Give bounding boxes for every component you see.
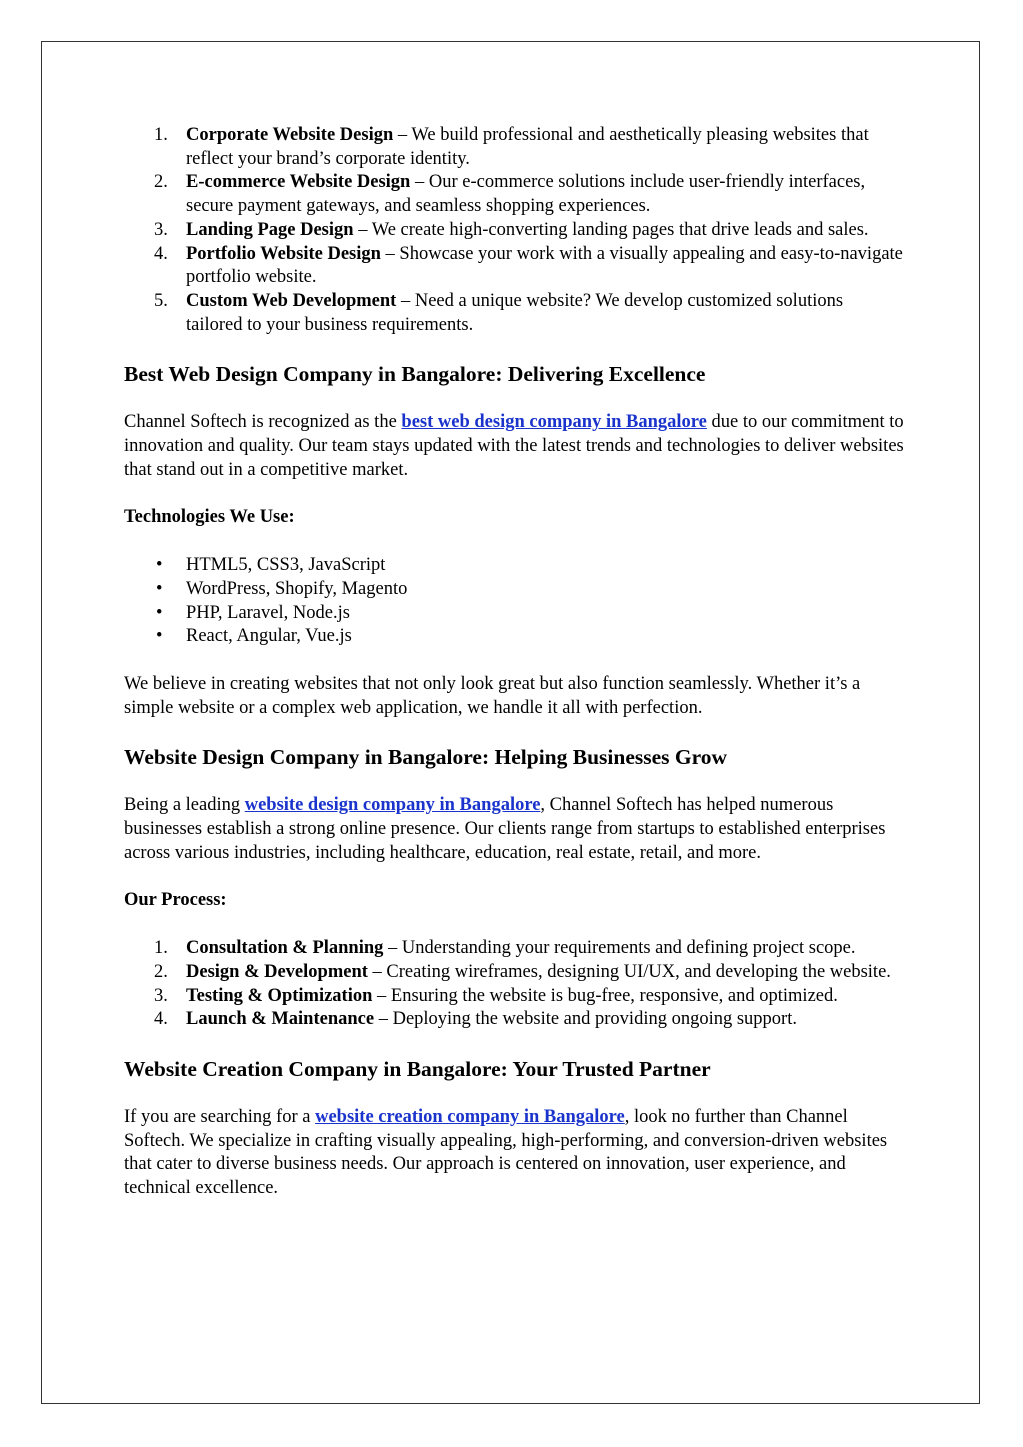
item-title: Testing & Optimization bbox=[186, 985, 373, 1006]
paragraph-text: due to our commitment to innovation and quality. Our team stays updated with the latest trends and technologies to deliver websites that stand out in a competitive market. bbox=[124, 412, 904, 480]
list-item bbox=[124, 243, 904, 290]
paragraph-text: Being a leading bbox=[124, 795, 245, 816]
list-item bbox=[124, 290, 904, 337]
list-number: 4. bbox=[154, 1009, 168, 1030]
closing-paragraph: We believe in creating websites that not only look great but also function seamlessly. Whether it’s a simple website or a complex web application, we handle it all with perfection. bbox=[124, 673, 861, 718]
services-list bbox=[124, 124, 904, 337]
bullet-icon: • bbox=[156, 626, 163, 647]
item-description: – Our e-commerce solutions include user-friendly interfaces, secure payment gateways, and seamless shopping experiences. bbox=[186, 172, 866, 217]
list-item bbox=[124, 961, 904, 985]
list-item bbox=[124, 1008, 904, 1032]
bullet-icon: • bbox=[156, 602, 163, 623]
item-title: Launch & Maintenance bbox=[186, 1009, 375, 1030]
section-paragraph bbox=[124, 411, 904, 482]
list-item bbox=[124, 554, 904, 578]
list-item bbox=[124, 985, 904, 1009]
process-list bbox=[124, 937, 904, 1032]
process-heading: Our Process: bbox=[124, 890, 227, 911]
item-title: Design & Development bbox=[186, 961, 368, 982]
technologies-list bbox=[124, 554, 904, 649]
list-item bbox=[124, 219, 904, 243]
section-heading-website-creation: Website Creation Company in Bangalore: Your Trusted Partner bbox=[124, 1056, 711, 1081]
section-paragraph bbox=[124, 794, 904, 865]
item-description: – Ensuring the website is bug-free, responsive, and optimized. bbox=[372, 985, 838, 1006]
list-item bbox=[124, 625, 904, 649]
item-title: E-commerce Website Design bbox=[186, 172, 411, 193]
list-item bbox=[124, 937, 904, 961]
item-title: Landing Page Design bbox=[186, 219, 354, 240]
list-item bbox=[124, 602, 904, 626]
list-item bbox=[124, 124, 904, 171]
list-item bbox=[124, 578, 904, 602]
section-heading-best-web-design: Best Web Design Company in Bangalore: Delivering Excellence bbox=[124, 362, 706, 387]
item-title: Consultation & Planning bbox=[186, 938, 384, 959]
item-description: – Understanding your requirements and defining project scope. bbox=[383, 938, 856, 959]
paragraph-text: Channel Softech is recognized as the bbox=[124, 412, 402, 433]
item-title: Custom Web Development bbox=[186, 290, 397, 311]
item-description: – We build professional and aesthetically pleasing websites that reflect your brand’s corporate identity. bbox=[186, 125, 869, 169]
section-heading-website-design: Website Design Company in Bangalore: Helping Businesses Grow bbox=[124, 745, 728, 770]
document-content bbox=[124, 124, 904, 1201]
bullet-icon: • bbox=[156, 578, 163, 599]
list-number: 1. bbox=[154, 938, 168, 959]
item-title: Portfolio Website Design bbox=[186, 243, 381, 264]
website-creation-link[interactable]: website creation company in Bangalore bbox=[315, 1106, 625, 1127]
item-description: – Need a unique website? We develop customized solutions tailored to your business requirements. bbox=[186, 290, 844, 335]
list-number: 3. bbox=[154, 219, 168, 240]
item-description: – We create high-converting landing pages that drive leads and sales. bbox=[353, 219, 869, 240]
paragraph-text: , Channel Softech has helped numerous businesses establish a strong online presence. Our clients range from startups to established enterprises across various industries, including healthcare, education, real estate, retail, and more. bbox=[124, 795, 886, 863]
paragraph-text: If you are searching for a bbox=[124, 1106, 316, 1127]
tech-item: React, Angular, Vue.js bbox=[186, 626, 352, 647]
item-title: Corporate Website Design bbox=[186, 125, 394, 145]
list-number: 2. bbox=[154, 172, 168, 193]
tech-item: WordPress, Shopify, Magento bbox=[186, 578, 408, 599]
item-description: – Showcase your work with a visually appealing and easy-to-navigate portfolio website. bbox=[186, 243, 903, 288]
technologies-heading: Technologies We Use: bbox=[124, 507, 295, 528]
tech-item: HTML5, CSS3, JavaScript bbox=[186, 555, 386, 576]
list-number: 1. bbox=[154, 125, 168, 145]
bullet-icon: • bbox=[156, 555, 163, 576]
section-paragraph bbox=[124, 1106, 904, 1201]
list-number: 2. bbox=[154, 961, 168, 982]
best-web-design-link[interactable]: best web design company in Bangalore bbox=[401, 412, 707, 433]
item-description: – Creating wireframes, designing UI/UX, and developing the website. bbox=[367, 961, 891, 982]
paragraph-text: , look no further than Channel Softech. We specialize in crafting visually appealing, high-performing, and conversion-driven websites that cater to diverse business needs. Our approach is centered on innovation, user experience, and technical excellence. bbox=[124, 1106, 888, 1199]
list-number: 5. bbox=[154, 290, 168, 311]
list-number: 4. bbox=[154, 243, 168, 264]
tech-item: PHP, Laravel, Node.js bbox=[186, 602, 350, 623]
list-number: 3. bbox=[154, 985, 168, 1006]
list-item bbox=[124, 171, 904, 218]
website-design-link[interactable]: website design company in Bangalore bbox=[244, 795, 541, 816]
item-description: – Deploying the website and providing ongoing support. bbox=[374, 1009, 797, 1030]
